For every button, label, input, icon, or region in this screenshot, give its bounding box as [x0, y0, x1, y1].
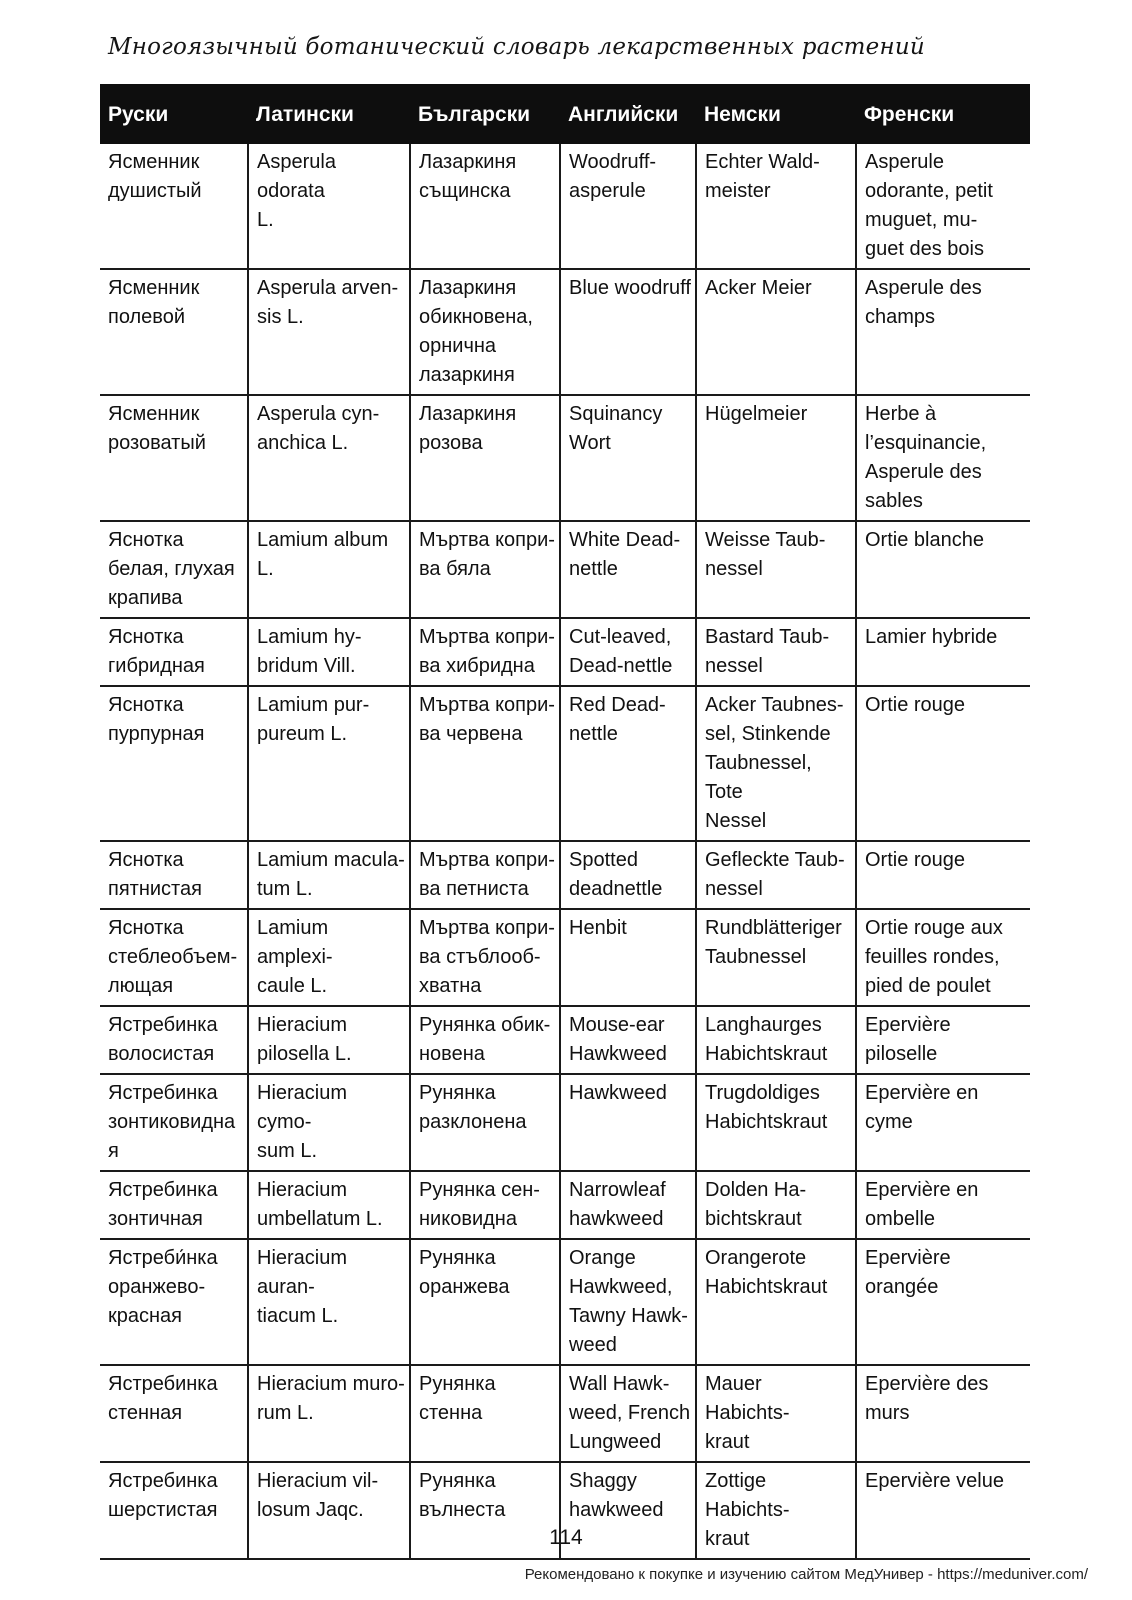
cell-english [560, 269, 696, 395]
table-row [100, 686, 1030, 841]
column-header-english: Английски [560, 84, 696, 144]
cell-text: Trugdoldiges Habichtskraut [705, 1082, 828, 1133]
table-row [100, 841, 1030, 909]
cell-russian [100, 1365, 248, 1462]
cell-text: Asperula arven- sis L. [257, 277, 399, 328]
cell-latin [248, 521, 410, 618]
table-row [100, 144, 1030, 269]
cell-text: Langhaurges Habichtskraut [705, 1014, 828, 1065]
cell-latin [248, 909, 410, 1006]
cell-russian [100, 1239, 248, 1365]
cell-text: Рунянка стенна [419, 1373, 496, 1424]
cell-text: Dolden Ha- bichtskraut [705, 1179, 807, 1230]
cell-french [856, 144, 1030, 269]
cell-text: Acker Taubnes- sel, Stinkende Taubnessel, Tote Nessel [705, 694, 844, 832]
cell-english [560, 144, 696, 269]
cell-text: Narrowleaf hawkweed [569, 1179, 666, 1230]
cell-text: Weisse Taub- nessel [705, 529, 826, 580]
cell-german [696, 1171, 856, 1239]
cell-french [856, 521, 1030, 618]
cell-text: Cut-leaved, Dead-nettle [569, 626, 673, 677]
cell-text: Ortie rouge [865, 849, 966, 871]
cell-latin [248, 269, 410, 395]
table-row [100, 1239, 1030, 1365]
cell-text: Яснотка пурпурная [108, 694, 205, 745]
cell-german [696, 521, 856, 618]
cell-russian [100, 1171, 248, 1239]
cell-latin [248, 1006, 410, 1074]
cell-bulgarian [410, 841, 560, 909]
cell-french [856, 1365, 1030, 1462]
cell-french [856, 841, 1030, 909]
cell-text: Lamium hy- bridum Vill. [257, 626, 362, 677]
cell-latin [248, 1074, 410, 1171]
column-header-latin: Латински [248, 84, 410, 144]
cell-latin [248, 1365, 410, 1462]
cell-text: Mauer Habichts- kraut [705, 1373, 790, 1453]
cell-text: Ястреби́нка оранжево- красная [108, 1247, 218, 1327]
cell-text: Рунянка вълнеста [419, 1470, 506, 1521]
cell-russian [100, 521, 248, 618]
cell-german [696, 1365, 856, 1462]
cell-text: Rundblätteriger Taubnessel [705, 917, 842, 968]
cell-german [696, 144, 856, 269]
table-header-row [100, 84, 1030, 144]
cell-text: Orange Hawkweed, Tawny Hawk- weed [569, 1247, 688, 1356]
cell-text: Ястребинка волосистая [108, 1014, 218, 1065]
cell-text: Ясменник полевой [108, 277, 200, 328]
cell-text: Рунянка сен- никовидна [419, 1179, 540, 1230]
cell-text: Blue woodruff [569, 277, 691, 299]
table-row [100, 618, 1030, 686]
cell-text: Wall Hawk- weed, French Lungweed [569, 1373, 691, 1453]
cell-text: Hieracium vil- losum Jaqc. [257, 1470, 379, 1521]
cell-bulgarian [410, 521, 560, 618]
cell-german [696, 1074, 856, 1171]
cell-text: Epervière en ombelle [865, 1179, 979, 1230]
cell-text: Ястребинка стенная [108, 1373, 218, 1424]
cell-text: Hawkweed [569, 1082, 667, 1104]
dictionary-table [100, 84, 1030, 1560]
cell-bulgarian [410, 1365, 560, 1462]
cell-text: Ortie rouge [865, 694, 966, 716]
cell-text: Лазаркиня същинска [419, 151, 517, 202]
cell-latin [248, 618, 410, 686]
cell-text: Acker Meier [705, 277, 812, 299]
cell-text: Ястребинка зонтичная [108, 1179, 218, 1230]
cell-text: Epervière en cyme [865, 1082, 979, 1133]
cell-text: Рунянка разклонена [419, 1082, 527, 1133]
cell-english [560, 1006, 696, 1074]
cell-text: White Dead- nettle [569, 529, 681, 580]
cell-bulgarian [410, 144, 560, 269]
cell-text: Ясменник душистый [108, 151, 202, 202]
table-row [100, 1365, 1030, 1462]
page-number: 114 [549, 1526, 583, 1549]
cell-latin [248, 1171, 410, 1239]
cell-text: Spotted deadnettle [569, 849, 663, 900]
cell-text: Ясменник розоватый [108, 403, 206, 454]
cell-english [560, 521, 696, 618]
table-row [100, 521, 1030, 618]
cell-english [560, 686, 696, 841]
cell-text: Mouse-ear Hawkweed [569, 1014, 667, 1065]
cell-russian [100, 909, 248, 1006]
cell-english [560, 841, 696, 909]
cell-text: Ястребинка зонтиковидная [108, 1082, 236, 1162]
cell-text: Bastard Taub- nessel [705, 626, 830, 677]
cell-text: Lamier hybride [865, 626, 998, 648]
table-row [100, 909, 1030, 1006]
cell-french [856, 1074, 1030, 1171]
cell-bulgarian [410, 909, 560, 1006]
cell-text: Zottige Habichts- kraut [705, 1470, 790, 1550]
cell-english [560, 1074, 696, 1171]
cell-text: Мъртва копри- ва бяла [419, 529, 555, 580]
cell-russian [100, 1074, 248, 1171]
cell-text: Asperula odorata L. [257, 151, 336, 231]
cell-text: Мъртва копри- ва хибридна [419, 626, 555, 677]
cell-french [856, 269, 1030, 395]
cell-text: Epervière piloselle [865, 1014, 951, 1065]
column-header-german: Немски [696, 84, 856, 144]
cell-latin [248, 1239, 410, 1365]
footer-note: Рекомендовано к покупке и изучению сайтом МедУнивер - https://meduniver.com/ [524, 1566, 1088, 1583]
cell-text: Lamium album L. [257, 529, 389, 580]
cell-german [696, 1006, 856, 1074]
cell-bulgarian [410, 1006, 560, 1074]
column-header-russian: Руски [100, 84, 248, 144]
cell-russian [100, 841, 248, 909]
column-header-bulgarian: Български [410, 84, 560, 144]
cell-text: Lamium macula- tum L. [257, 849, 405, 900]
cell-english [560, 1365, 696, 1462]
cell-russian [100, 395, 248, 521]
cell-text: Яснотка пятнистая [108, 849, 202, 900]
cell-text: Hieracium cymo- sum L. [257, 1082, 348, 1162]
dictionary-table-container [100, 84, 1030, 1560]
table-row [100, 1006, 1030, 1074]
page-title: Многоязычный ботанический словарь лекарственных растений [108, 34, 925, 60]
table-row [100, 1171, 1030, 1239]
cell-latin [248, 144, 410, 269]
cell-french [856, 909, 1030, 1006]
column-header-french: Френски [856, 84, 1030, 144]
cell-latin [248, 686, 410, 841]
cell-latin [248, 395, 410, 521]
cell-russian [100, 1006, 248, 1074]
cell-english [560, 618, 696, 686]
table-body [100, 144, 1030, 1559]
cell-text: Epervière orangée [865, 1247, 951, 1298]
table-row [100, 395, 1030, 521]
cell-text: Рунянка оранжева [419, 1247, 510, 1298]
cell-text: Epervière velue [865, 1470, 1004, 1492]
cell-german [696, 618, 856, 686]
table-row [100, 1074, 1030, 1171]
cell-text: Red Dead- nettle [569, 694, 666, 745]
cell-english [560, 395, 696, 521]
cell-russian [100, 144, 248, 269]
cell-french [856, 1006, 1030, 1074]
cell-bulgarian [410, 1074, 560, 1171]
cell-text: Asperula cyn- anchica L. [257, 403, 380, 454]
cell-german [696, 686, 856, 841]
cell-text: Echter Wald- meister [705, 151, 820, 202]
cell-text: Herbe à l’esquinancie, Asperule des sables [865, 403, 987, 512]
cell-bulgarian [410, 618, 560, 686]
cell-german [696, 1239, 856, 1365]
cell-german [696, 841, 856, 909]
cell-text: Asperule des champs [865, 277, 982, 328]
cell-text: Orangerote Habichtskraut [705, 1247, 828, 1298]
cell-bulgarian [410, 1171, 560, 1239]
table-row [100, 269, 1030, 395]
cell-text: Lamium pur- pureum L. [257, 694, 370, 745]
cell-text: Мъртва копри- ва червена [419, 694, 555, 745]
cell-text: Hügelmeier [705, 403, 808, 425]
cell-text: Lamium amplexi- caule L. [257, 917, 333, 997]
cell-text: Мъртва копри- ва петниста [419, 849, 555, 900]
cell-text: Hieracium muro- rum L. [257, 1373, 405, 1424]
cell-text: Hieracium auran- tiacum L. [257, 1247, 348, 1327]
cell-french [856, 618, 1030, 686]
cell-text: Мъртва копри- ва стъблооб- хватна [419, 917, 555, 997]
cell-text: Ortie rouge aux feuilles rondes, pied de poulet [865, 917, 1003, 997]
cell-text: Woodruff- asperule [569, 151, 657, 202]
cell-text: Ortie blanche [865, 529, 984, 551]
cell-latin [248, 841, 410, 909]
cell-text: Рунянка обик- новена [419, 1014, 551, 1065]
cell-text: Лазаркиня розова [419, 403, 517, 454]
cell-german [696, 909, 856, 1006]
cell-bulgarian [410, 686, 560, 841]
cell-bulgarian [410, 395, 560, 521]
cell-text: Epervière des murs [865, 1373, 989, 1424]
cell-russian [100, 618, 248, 686]
cell-french [856, 686, 1030, 841]
cell-text: Gefleckte Taub- nessel [705, 849, 845, 900]
cell-bulgarian [410, 269, 560, 395]
cell-french [856, 395, 1030, 521]
cell-bulgarian [410, 1239, 560, 1365]
cell-russian [100, 686, 248, 841]
cell-text: Shaggy hawkweed [569, 1470, 664, 1521]
cell-text: Hieracium pilosella L. [257, 1014, 352, 1065]
cell-english [560, 909, 696, 1006]
cell-text: Squinancy Wort [569, 403, 663, 454]
cell-text: Яснотка белая, глухая крапива [108, 529, 235, 609]
cell-german [696, 395, 856, 521]
cell-russian [100, 269, 248, 395]
cell-text: Яснотка стеблеобъем- лющая [108, 917, 238, 997]
cell-french [856, 1171, 1030, 1239]
cell-text: Asperule odorante, petit muguet, mu- guet des bois [865, 151, 993, 260]
cell-french [856, 1239, 1030, 1365]
cell-text: Лазаркиня обикновена, орнична лазаркиня [419, 277, 533, 386]
cell-german [696, 269, 856, 395]
cell-text: Hieracium umbellatum L. [257, 1179, 383, 1230]
cell-text: Henbit [569, 917, 627, 939]
cell-text: Яснотка гибридная [108, 626, 205, 677]
cell-english [560, 1171, 696, 1239]
cell-text: Ястребинка шерстистая [108, 1470, 218, 1521]
cell-english [560, 1239, 696, 1365]
